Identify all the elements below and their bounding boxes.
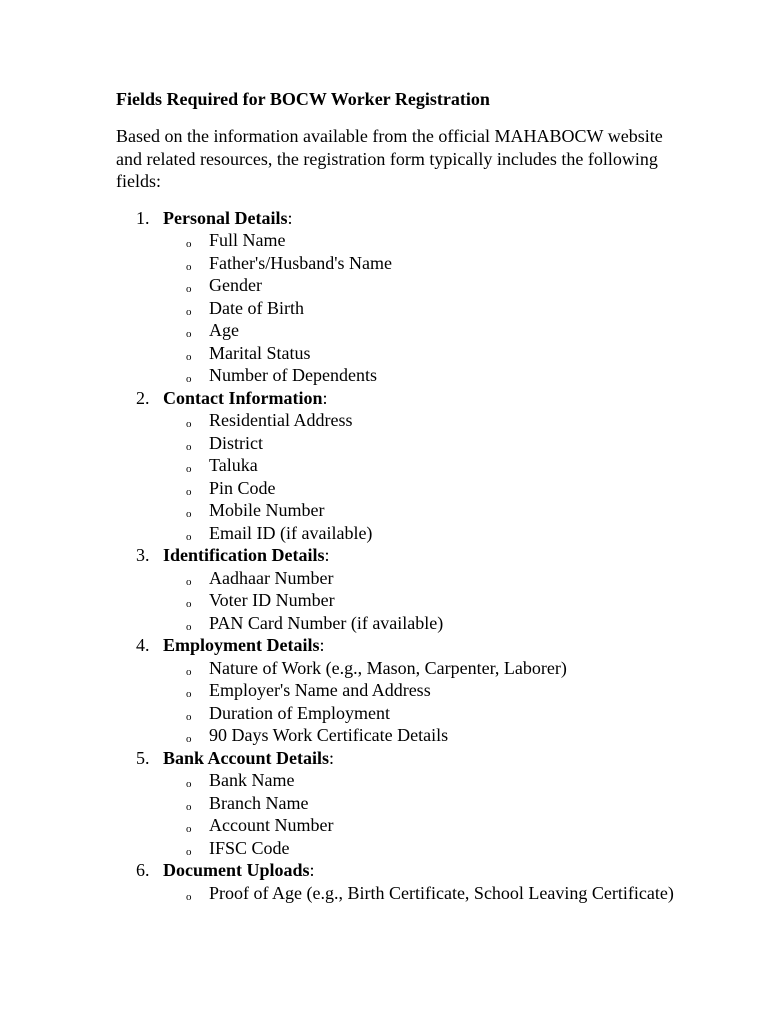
field-list-item <box>116 567 676 590</box>
section-field-list <box>116 657 676 747</box>
section-label-colon: : <box>309 860 315 880</box>
field-name: Account Number <box>209 815 334 835</box>
field-name: Taluka <box>209 455 258 475</box>
field-list-item <box>116 679 676 702</box>
field-list-item <box>116 612 676 635</box>
field-list-item <box>116 589 676 612</box>
hollow-circle-bullet-icon: o <box>186 350 192 363</box>
field-name: Father's/Husband's Name <box>209 252 392 273</box>
hollow-circle-bullet-icon: o <box>186 305 192 318</box>
section-label-colon: : <box>287 207 293 228</box>
hollow-circle-bullet-icon: o <box>186 260 192 273</box>
field-list-item <box>116 454 676 477</box>
hollow-circle-bullet-icon: o <box>186 620 192 633</box>
field-name: Bank Name <box>209 770 295 790</box>
section-number: 6. <box>136 860 150 880</box>
section-field-list <box>116 567 676 635</box>
section-number: 3. <box>136 545 150 565</box>
hollow-circle-bullet-icon: o <box>186 665 192 678</box>
field-list-item <box>116 319 676 342</box>
hollow-circle-bullet-icon: o <box>186 373 192 385</box>
section-heading <box>116 747 676 770</box>
section-item <box>116 544 676 634</box>
section-label-colon: : <box>319 635 325 655</box>
hollow-circle-bullet-icon: o <box>186 418 192 430</box>
hollow-circle-bullet-icon: o <box>186 575 192 588</box>
field-name: Full Name <box>209 230 286 250</box>
hollow-circle-bullet-icon: o <box>186 823 192 835</box>
section-heading <box>116 207 676 230</box>
field-list-item <box>116 274 676 297</box>
field-name: Email ID (if available) <box>209 522 373 543</box>
field-list-item <box>116 837 676 860</box>
hollow-circle-bullet-icon: o <box>186 688 192 700</box>
field-list-item <box>116 882 676 905</box>
section-number: 4. <box>136 635 150 655</box>
field-list-item <box>116 297 676 320</box>
section-field-list <box>116 769 676 859</box>
field-name: Age <box>209 320 239 340</box>
field-name: Residential Address <box>209 410 353 430</box>
field-name: Mobile Number <box>209 500 325 520</box>
field-list-item <box>116 724 676 747</box>
hollow-circle-bullet-icon: o <box>186 328 192 340</box>
hollow-circle-bullet-icon: o <box>186 283 192 295</box>
hollow-circle-bullet-icon: o <box>186 530 192 543</box>
field-list-item <box>116 342 676 365</box>
section-item <box>116 387 676 545</box>
section-number: 5. <box>136 747 150 768</box>
field-name: Nature of Work (e.g., Mason, Carpenter, Laborer) <box>209 657 567 678</box>
field-list-item <box>116 814 676 837</box>
section-item <box>116 859 676 904</box>
field-name: Duration of Employment <box>209 702 390 723</box>
field-name: Number of Dependents <box>209 365 377 385</box>
field-name: Proof of Age (e.g., Birth Certificate, School Leaving Certificate) <box>209 882 674 903</box>
section-heading <box>116 859 676 882</box>
hollow-circle-bullet-icon: o <box>186 440 192 453</box>
hollow-circle-bullet-icon: o <box>186 845 192 858</box>
hollow-circle-bullet-icon: o <box>186 890 192 903</box>
field-list-item <box>116 769 676 792</box>
document-page <box>116 88 676 904</box>
field-list-item <box>116 409 676 432</box>
hollow-circle-bullet-icon: o <box>186 485 192 498</box>
section-label: Identification Details <box>163 545 325 565</box>
field-name: Pin Code <box>209 477 276 498</box>
section-item <box>116 634 676 747</box>
field-sections-list <box>116 207 676 905</box>
field-list-item <box>116 499 676 522</box>
hollow-circle-bullet-icon: o <box>186 710 192 723</box>
field-name: Voter ID Number <box>209 590 335 610</box>
intro-paragraph: Based on the information available from the official MAHABOCW website and related resources, the registration form typically includes the following fields: <box>116 126 663 191</box>
field-name: District <box>209 432 263 453</box>
section-number: 1. <box>136 207 150 228</box>
field-list-item <box>116 522 676 545</box>
field-list-item <box>116 364 676 387</box>
hollow-circle-bullet-icon: o <box>186 733 192 745</box>
section-heading <box>116 544 676 567</box>
section-label-colon: : <box>322 387 328 408</box>
field-list-item <box>116 432 676 455</box>
document-title: Fields Required for BOCW Worker Registration <box>116 89 490 109</box>
section-label-colon: : <box>324 545 330 565</box>
field-name: Branch Name <box>209 792 309 813</box>
section-number: 2. <box>136 387 150 408</box>
section-item <box>116 207 676 387</box>
section-label: Employment Details <box>163 635 320 655</box>
section-heading <box>116 387 676 410</box>
section-label: Personal Details <box>163 207 288 228</box>
field-list-item <box>116 702 676 725</box>
section-field-list <box>116 882 676 905</box>
section-label: Contact Information <box>163 387 323 408</box>
field-list-item <box>116 252 676 275</box>
hollow-circle-bullet-icon: o <box>186 778 192 790</box>
field-list-item <box>116 477 676 500</box>
section-field-list <box>116 409 676 544</box>
field-list-item <box>116 229 676 252</box>
field-name: Employer's Name and Address <box>209 680 431 700</box>
field-list-item <box>116 792 676 815</box>
section-heading <box>116 634 676 657</box>
hollow-circle-bullet-icon: o <box>186 508 192 520</box>
field-name: Aadhaar Number <box>209 567 334 588</box>
hollow-circle-bullet-icon: o <box>186 598 192 610</box>
field-name: Marital Status <box>209 342 311 363</box>
field-name: IFSC Code <box>209 837 290 858</box>
section-field-list <box>116 229 676 387</box>
section-label: Document Uploads <box>163 860 310 880</box>
hollow-circle-bullet-icon: o <box>186 800 192 813</box>
section-item <box>116 747 676 860</box>
field-name: 90 Days Work Certificate Details <box>209 725 449 745</box>
field-name: Gender <box>209 275 262 295</box>
field-name: Date of Birth <box>209 297 304 318</box>
field-name: PAN Card Number (if available) <box>209 612 444 633</box>
section-label-colon: : <box>329 747 335 768</box>
hollow-circle-bullet-icon: o <box>186 238 192 250</box>
section-label: Bank Account Details <box>163 747 330 768</box>
hollow-circle-bullet-icon: o <box>186 463 192 475</box>
field-list-item <box>116 657 676 680</box>
